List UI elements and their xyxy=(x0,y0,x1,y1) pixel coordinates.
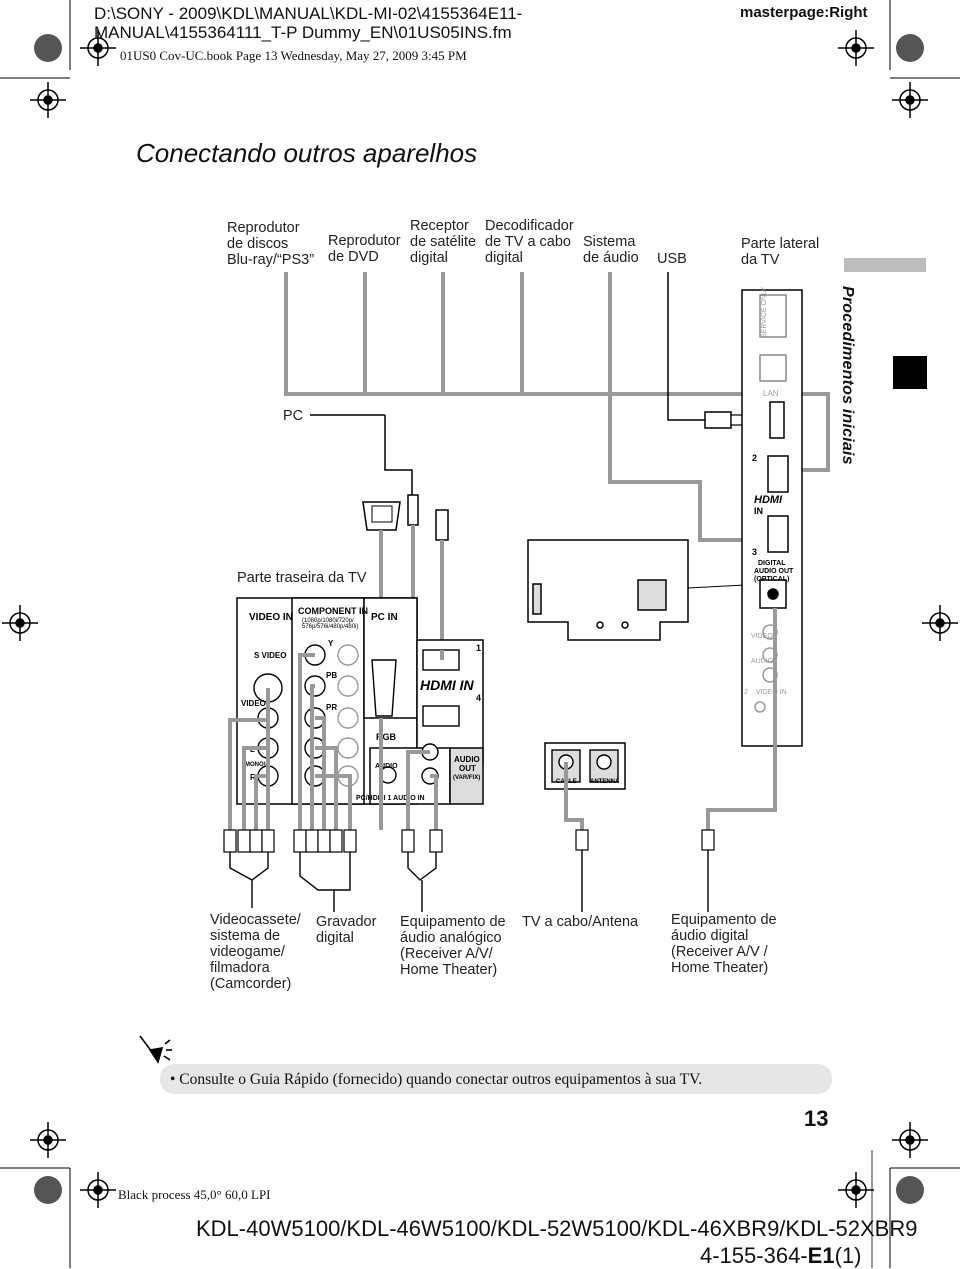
panel-video: VIDEO xyxy=(241,699,266,708)
label-vcr: Videocassete/ sistema de videogame/ filmadora (Camcorder) xyxy=(210,912,301,992)
panel-component-res1: (1080p/1080i/720p/ xyxy=(302,618,354,624)
panel-pr: PR xyxy=(326,703,338,712)
panel-component-in: COMPONENT IN xyxy=(298,606,369,616)
label-audio-system: Sistema de áudio xyxy=(583,234,639,266)
label-pc: PC xyxy=(283,408,304,424)
side-port3-label: 3 xyxy=(752,547,758,557)
panel-r: R xyxy=(250,773,256,782)
panel-antenna: ANTENNA xyxy=(590,779,620,785)
file-path-line2: MANUAL\4155364111_T-P Dummy_EN\01US05INS.fm xyxy=(94,23,512,42)
panel-audio-out2: OUT xyxy=(459,764,476,773)
side-panel xyxy=(742,290,802,746)
panel-audio-out3: (VAR/FIX) xyxy=(453,775,481,781)
label-usb: USB xyxy=(657,251,687,267)
print-info: Black process 45,0° 60,0 LPI xyxy=(118,1187,271,1202)
side-lan-label: LAN xyxy=(763,389,779,398)
side-audio-out-label: AUDIO OUT xyxy=(754,568,794,575)
label-digital-audio: Equipamento de áudio digital (Receiver A/V / Home Theater) xyxy=(671,912,777,976)
book-info: 01US0 Cov-UC.book Page 13 Wednesday, May 27, 2009 3:45 PM xyxy=(120,48,467,63)
label-tv-cable: TV a cabo/Antena xyxy=(522,914,639,930)
label-analog-audio: Equipamento de áudio analógico (Receiver A/V/ Home Theater) xyxy=(400,914,506,978)
panel-audio-out: AUDIO xyxy=(454,755,480,764)
page-number: 13 xyxy=(804,1106,829,1131)
label-tv-rear: Parte traseira da TV xyxy=(237,570,367,586)
side-port2b-label: 2 xyxy=(744,689,748,696)
side-optical-label: (OPTICAL) xyxy=(754,576,790,583)
panel-cable: CABLE xyxy=(556,779,577,785)
label-bluray: Reprodutor de discos Blu-ray/“PS3” xyxy=(227,220,315,268)
footer-models: KDL-40W5100/KDL-46W5100/KDL-52W5100/KDL-46XBR9/KDL-52XBR9 xyxy=(196,1216,918,1241)
panel-l: L xyxy=(250,745,255,754)
panel-y: Y xyxy=(328,639,334,648)
panel-pb: PB xyxy=(326,671,338,680)
tv-rear-drawing xyxy=(528,540,688,640)
panel-rgb: RGB xyxy=(376,732,396,742)
section-tab-label: Procedimentos iniciais xyxy=(839,286,856,465)
side-in-label: IN xyxy=(754,506,763,516)
label-satellite: Receptor de satélite digital xyxy=(410,218,477,266)
page-title: Conectando outros aparelhos xyxy=(136,138,478,168)
panel-port1: 1 xyxy=(476,643,482,653)
side-digital-label: DIGITAL xyxy=(758,560,786,567)
rca-plugs xyxy=(224,830,714,852)
label-tv-side: Parte lateral da TV xyxy=(741,236,820,268)
panel-s-video: S VIDEO xyxy=(254,651,287,660)
panel-port4: 4 xyxy=(476,693,482,703)
panel-mono: (MONO) xyxy=(243,762,266,768)
file-path-line1: D:\SONY - 2009\KDL\MANUAL\KDL-MI-02\4155364E11- xyxy=(94,4,523,23)
panel-component-res2: 576p/576i/480p/480i) xyxy=(302,624,359,630)
leader-lines-bottom xyxy=(230,850,708,912)
panel-hdmi-in: HDMI IN xyxy=(420,677,474,693)
side-hdmi-label: HDMI xyxy=(754,494,783,506)
note-text: • Consulte o Guia Rápido (fornecido) quando conectar outros equipamentos à sua TV. xyxy=(170,1071,703,1088)
tip-lamp-icon xyxy=(140,1036,172,1062)
panel-pc-hdmi-audio: PC/HDMI 1 AUDIO IN xyxy=(356,795,425,802)
masterpage-label: masterpage:Right xyxy=(740,4,868,21)
label-recorder: Gravador digital xyxy=(316,914,377,946)
side-audio-label: AUDIO xyxy=(751,658,774,665)
panel-pc-in: PC IN xyxy=(371,612,398,623)
side-video-label: VIDEO xyxy=(751,633,773,640)
side-service-label: SERVICE ONLY xyxy=(761,286,768,338)
panel-audio: AUDIO xyxy=(375,763,398,770)
label-dvd: Reprodutor de DVD xyxy=(328,233,401,265)
side-video-in-label: VIDEO IN xyxy=(756,689,787,696)
label-cable-box: Decodificador de TV a cabo digital xyxy=(485,218,574,266)
footer-code: 4-155-364-E1(1) xyxy=(700,1243,862,1268)
side-port2-label: 2 xyxy=(752,453,758,463)
panel-video-in: VIDEO IN xyxy=(249,612,293,623)
